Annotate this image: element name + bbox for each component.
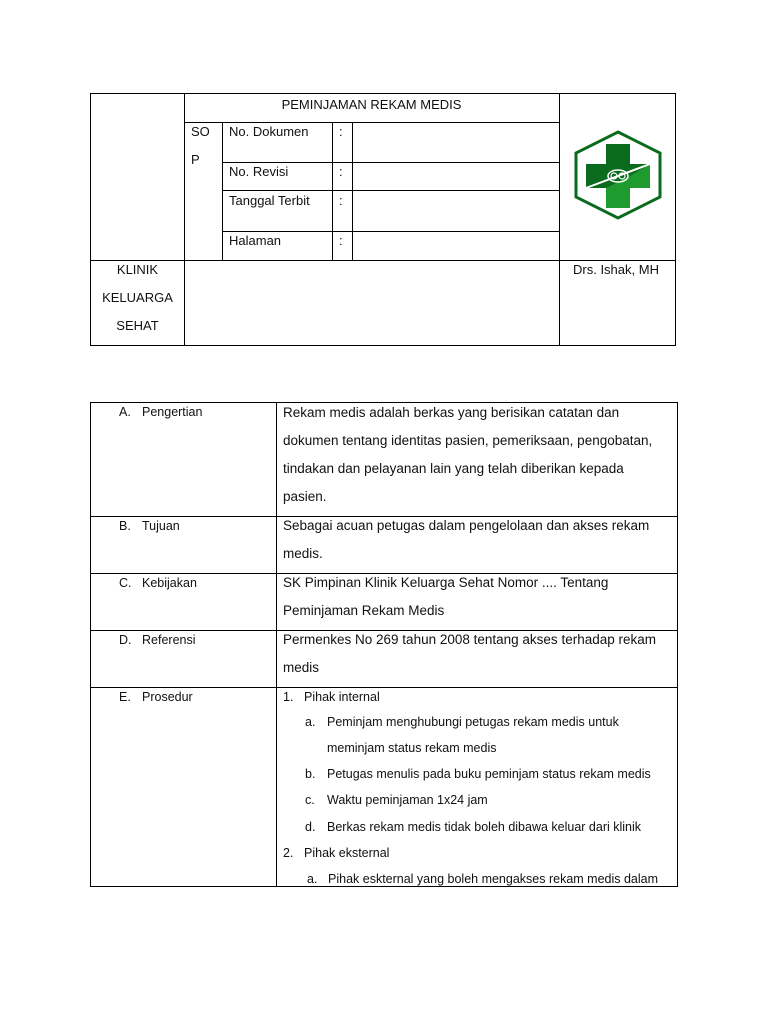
header-divider	[332, 123, 333, 261]
field-label-no-dokumen: No. Dokumen	[229, 124, 309, 139]
green-cross-hexagon-logo-icon	[572, 130, 664, 220]
header-divider	[222, 123, 223, 261]
section-marker: C.	[119, 576, 132, 590]
procedure-item-letter: b.	[305, 767, 316, 781]
field-colon: :	[339, 233, 343, 248]
section-marker: E.	[119, 690, 131, 704]
section-label-referensi: Referensi	[142, 633, 196, 647]
procedure-item-text: Pihak eskternal yang boleh mengakses rekam medis dalam	[328, 872, 659, 886]
header-divider	[352, 123, 353, 261]
procedure-item-letter: d.	[305, 820, 316, 834]
procedure-item-text: Peminjam menghubungi petugas rekam medis untuk	[327, 715, 619, 729]
procedure-group-title: Pihak internal	[304, 690, 380, 704]
clinic-name: KLINIK	[116, 262, 159, 277]
section-marker: B.	[119, 519, 131, 533]
section-text-line: Sebagai acuan petugas dalam pengelolaan dan akses rekam	[283, 518, 650, 533]
header-divider	[184, 94, 185, 345]
field-colon: :	[339, 193, 343, 208]
document-title: PEMINJAMAN REKAM MEDIS	[281, 97, 462, 112]
section-text-line: medis	[283, 660, 320, 675]
clinic-name: KELUARGA	[102, 290, 173, 305]
sop-content-table	[90, 402, 678, 887]
section-label-kebijakan: Kebijakan	[142, 576, 197, 590]
sop-label: P	[191, 152, 200, 167]
section-text-line: pasien.	[283, 489, 327, 504]
procedure-group-title: Pihak eksternal	[304, 846, 390, 860]
field-colon: :	[339, 124, 343, 139]
sop-label: SO	[191, 124, 210, 139]
section-marker: A.	[119, 405, 131, 419]
section-text-line: dokumen tentang identitas pasien, pemeriksaan, pengobatan,	[283, 433, 653, 448]
procedure-item-letter: c.	[305, 793, 315, 807]
clinic-name: SEHAT	[116, 318, 159, 333]
procedure-number: 1.	[283, 690, 294, 704]
section-marker: D.	[119, 633, 132, 647]
header-divider	[559, 94, 560, 345]
section-label-pengertian: Pengertian	[142, 405, 203, 419]
procedure-item-text: Berkas rekam medis tidak boleh dibawa keluar dari klinik	[327, 820, 642, 834]
signatory-name: Drs. Ishak, MH	[573, 262, 659, 277]
procedure-item-text: meminjam status rekam medis	[327, 741, 497, 755]
procedure-item-letter: a.	[305, 715, 316, 729]
section-text-line: Peminjaman Rekam Medis	[283, 603, 445, 618]
procedure-item-text: Petugas menulis pada buku peminjam status rekam medis	[327, 767, 651, 781]
section-label-prosedur: Prosedur	[142, 690, 193, 704]
field-label-halaman: Halaman	[229, 233, 282, 248]
section-text-line: SK Pimpinan Klinik Keluarga Sehat Nomor .... Tentang	[283, 575, 609, 590]
section-text-line: tindakan dan pelayanan lain yang telah diberikan kepada	[283, 461, 624, 476]
field-label-tanggal-terbit: Tanggal Terbit	[229, 193, 310, 208]
content-divider	[276, 403, 277, 886]
section-label-tujuan: Tujuan	[142, 519, 180, 533]
procedure-number: 2.	[283, 846, 294, 860]
field-colon: :	[339, 164, 343, 179]
section-text-line: Permenkes No 269 tahun 2008 tentang akses terhadap rekam	[283, 632, 656, 647]
section-text-line: Rekam medis adalah berkas yang berisikan catatan dan	[283, 405, 620, 420]
procedure-item-letter: a.	[307, 872, 318, 886]
procedure-item-text: Waktu peminjaman 1x24 jam	[327, 793, 488, 807]
field-label-no-revisi: No. Revisi	[229, 164, 289, 179]
section-text-line: medis.	[283, 546, 323, 561]
sop-header-table	[90, 93, 676, 346]
